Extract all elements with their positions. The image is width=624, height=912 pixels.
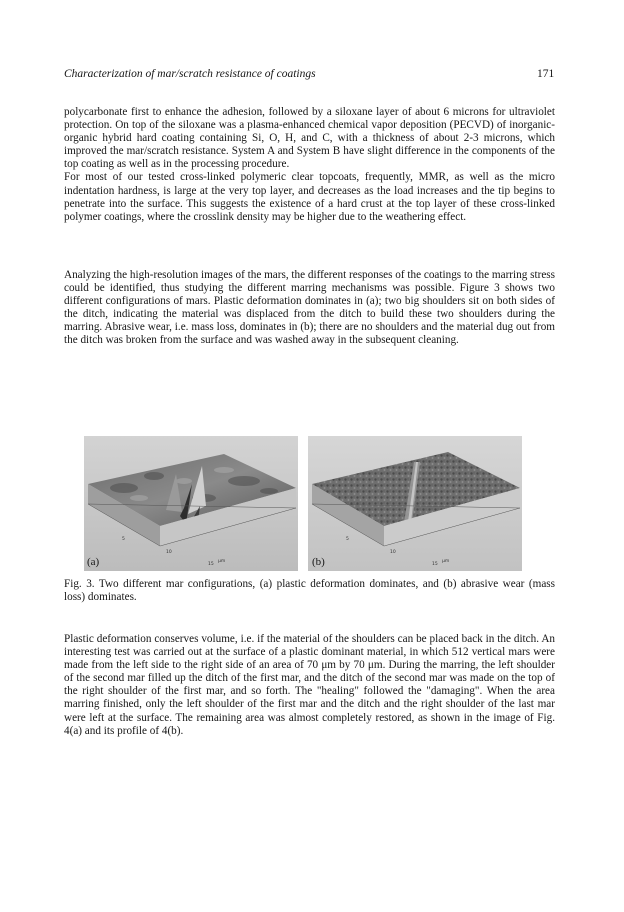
- running-title: Characterization of mar/scratch resistance of coatings: [64, 68, 316, 80]
- paragraph-1-text: polycarbonate first to enhance the adhesion, followed by a siloxane layer of about 6 microns for ultraviolet protection. On top of the siloxane was a plasma-enhanced chemical vapor deposition (PECVD) of inorganic-organic hybrid hard coating containing Si, O, H, and C, with a thickness of about 2-3 microns, which improved the mar/scratch resistance. System A and System B have slight difference in the components of the top coating as well as in the processing procedure.: [64, 106, 555, 171]
- figure-3b-label: (b): [312, 556, 325, 568]
- figure-3: [84, 436, 544, 571]
- body-paragraph-4: Plastic deformation conserves volume, i.e. if the material of the shoulders can be placed back in the ditch. An interesting test was carried out at the surface of a plastic dominant material, in which 512 vertical mars were made from the left side to the right side of an area of 70 μm by 70 μm. During the marring, the left shoulder of the second mar filled up the ditch of the first mar, and the ditch of the second mar was made on the top of the right shoulder of the first mar, and so forth. The "healing" followed the "damaging". When the area marring finished, only the left shoulder of the first mar and the ditch and the right shoulder of the last mar were left at the surface. The remaining area was almost completely restored, as shown in the image of Fig. 4(a) and its profile of 4(b).: [64, 633, 555, 737]
- svg-text:10: 10: [166, 550, 172, 555]
- svg-text:5: 5: [122, 537, 125, 542]
- svg-text:15: 15: [208, 562, 214, 567]
- svg-text:15: 15: [432, 562, 438, 567]
- svg-text:μm: μm: [218, 559, 226, 564]
- svg-text:5: 5: [346, 537, 349, 542]
- body-paragraph-3: Analyzing the high-resolution images of the mars, the different responses of the coatings to the marring stress could be identified, thus studying the different marring mechanisms was possible. Figure 3 shows two different configurations of mars. Plastic deformation dominates in (a); two big shoulders sit on both sides of the ditch, indicating the material was displaced from the ditch to build these two shoulders during the marring. Abrasive wear, i.e. mass loss, dominates in (b); there are no shoulders and the material dug out from the ditch was broken from the surface and was washed away in the subsequent cleaning.: [64, 269, 555, 347]
- figure-3a-afm-image: [84, 436, 298, 571]
- svg-text:10: 10: [390, 550, 396, 555]
- body-paragraph-1: [64, 106, 555, 224]
- figure-3b-afm-image: [308, 436, 522, 571]
- figure-3a-label: (a): [87, 556, 100, 568]
- figure-3-caption: Fig. 3. Two different mar configurations, (a) plastic deformation dominates, and (b) abrasive wear (mass loss) dominates.: [64, 578, 555, 604]
- paragraph-2-text: For most of our tested cross-linked polymeric clear topcoats, frequently, MMR, as well as the micro indentation hardness, is large at the very top layer, and decreases as the load increases and the tip begins to penetrate into the surface. This suggests the existence of a hard crust at the top layer of these cross-linked polymer coatings, where the crosslink density may be higher due to the weathering effect.: [64, 171, 555, 223]
- svg-text:μm: μm: [442, 559, 450, 564]
- page-number: 171: [537, 68, 555, 80]
